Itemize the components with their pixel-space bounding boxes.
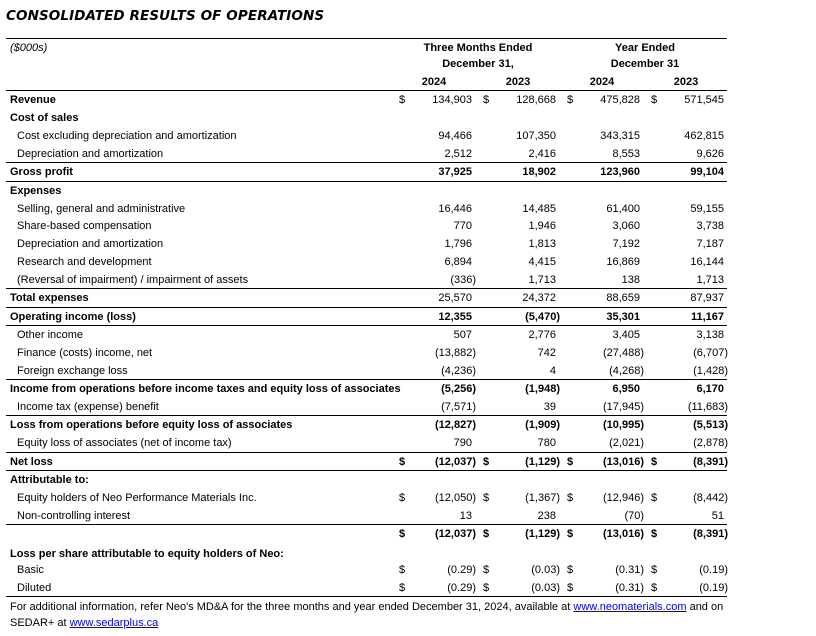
neomaterials-link[interactable]: www.neomaterials.com	[573, 601, 687, 613]
row-label: Diluted	[17, 582, 52, 594]
row-value: 475,828	[600, 94, 640, 106]
row-label: Depreciation and amortization	[17, 148, 164, 160]
table-row	[0, 398, 730, 416]
row-label: Income from operations before income taxes and equity loss of associates	[10, 383, 401, 395]
table-row	[0, 561, 730, 579]
row-value: 138	[621, 274, 640, 286]
currency-symbol: $	[399, 528, 406, 540]
currency-symbol: $	[399, 564, 406, 576]
currency-symbol: $	[483, 492, 490, 504]
row-label: Net loss	[10, 456, 53, 468]
row-value: 12,355	[438, 311, 472, 323]
table-row	[0, 489, 730, 507]
row-value: 4	[549, 365, 556, 377]
row-label: Income tax (expense) benefit	[17, 401, 159, 413]
row-value: 37,925	[438, 166, 472, 178]
row-value: (1,909)	[525, 419, 560, 431]
row-label: (Reversal of impairment) / impairment of assets	[17, 274, 249, 286]
currency-symbol: $	[651, 528, 658, 540]
row-value: 16,869	[606, 256, 640, 268]
row-value: (0.29)	[447, 564, 476, 576]
row-label: Other income	[17, 329, 84, 341]
row-value: 51	[711, 510, 724, 522]
row-value: 24,372	[522, 292, 556, 304]
header-year-ended-date: December 31	[610, 58, 680, 70]
table-row	[0, 163, 730, 181]
row-value: (0.31)	[615, 582, 644, 594]
row-value: (12,037)	[435, 456, 476, 468]
row-label: Revenue	[10, 94, 56, 106]
row-value: 6,170	[696, 383, 724, 395]
header-year-y-2023: 2023	[673, 76, 699, 88]
row-value: 88,659	[606, 292, 640, 304]
row-value: 94,466	[438, 130, 472, 142]
row-value: 343,315	[600, 130, 640, 142]
row-value: (7,571)	[441, 401, 476, 413]
currency-symbol: $	[651, 456, 658, 468]
row-value: 507	[453, 329, 472, 341]
row-value: 3,738	[696, 220, 724, 232]
row-value: 16,144	[690, 256, 724, 268]
header-year-y-2024: 2024	[589, 76, 615, 88]
row-value: 18,902	[522, 166, 556, 178]
row-value: 3,138	[696, 329, 724, 341]
row-value: (17,945)	[603, 401, 644, 413]
row-value: 462,815	[684, 130, 724, 142]
currency-symbol: $	[483, 94, 490, 106]
row-value: 61,400	[606, 203, 640, 215]
table-row	[0, 507, 730, 525]
row-value: 2,416	[528, 148, 556, 160]
row-value: (6,707)	[693, 347, 728, 359]
row-label: Gross profit	[10, 166, 73, 178]
header-year-ended: Year Ended	[615, 42, 675, 54]
currency-symbol: $	[651, 94, 658, 106]
footer-text-1-tail: and on	[686, 601, 724, 613]
table-row	[0, 453, 730, 471]
table-row	[0, 579, 730, 597]
row-value: 16,446	[438, 203, 472, 215]
footer-text-1: For additional information, refer Neo's MD&A for the three months and year ended December 31, 2024, available at	[10, 601, 574, 613]
row-label: Total expenses	[10, 292, 89, 304]
header-year-q-2024: 2024	[421, 76, 447, 88]
row-value: 7,192	[612, 238, 640, 250]
row-value: (12,827)	[435, 419, 476, 431]
row-value: 99,104	[690, 166, 724, 178]
row-label: Basic	[17, 564, 44, 576]
row-value: (0.03)	[531, 564, 560, 576]
currency-symbol: $	[399, 94, 406, 106]
row-value: 1,713	[528, 274, 556, 286]
row-value: (13,016)	[603, 456, 644, 468]
currency-symbol: $	[567, 456, 574, 468]
table-row	[0, 344, 730, 362]
row-label: Expenses	[10, 185, 62, 197]
row-value: 238	[537, 510, 556, 522]
table-row	[0, 271, 730, 289]
row-value: 1,946	[528, 220, 556, 232]
row-value: (0.19)	[699, 582, 728, 594]
units-label: ($000s)	[10, 42, 48, 54]
row-value: 39	[543, 401, 556, 413]
row-value: (2,021)	[609, 437, 644, 449]
footer-line-2	[10, 614, 158, 632]
row-value: (1,129)	[525, 528, 560, 540]
row-label: Cost of sales	[10, 112, 79, 124]
row-value: (4,268)	[609, 365, 644, 377]
table-row	[0, 380, 730, 398]
currency-symbol: $	[483, 582, 490, 594]
row-value: 123,960	[600, 166, 640, 178]
currency-symbol: $	[483, 528, 490, 540]
row-value: (0.19)	[699, 564, 728, 576]
row-value: (2,878)	[693, 437, 728, 449]
table-row	[0, 217, 730, 235]
row-value: 742	[537, 347, 556, 359]
row-value: (8,442)	[693, 492, 728, 504]
row-value: 11,167	[690, 311, 724, 323]
table-row	[0, 289, 730, 307]
currency-symbol: $	[399, 582, 406, 594]
row-value: (8,391)	[693, 528, 728, 540]
row-value: 25,570	[438, 292, 472, 304]
table-row	[0, 253, 730, 271]
currency-symbol: $	[651, 582, 658, 594]
row-value: (70)	[624, 510, 644, 522]
row-value: 6,950	[612, 383, 640, 395]
table-row	[0, 182, 730, 200]
row-label: Selling, general and administrative	[17, 203, 186, 215]
currency-symbol: $	[651, 492, 658, 504]
row-label: Foreign exchange loss	[17, 365, 128, 377]
currency-symbol: $	[399, 456, 406, 468]
table-row	[0, 109, 730, 127]
row-label: Finance (costs) income, net	[17, 347, 153, 359]
row-value: 1,813	[528, 238, 556, 250]
row-value: (1,948)	[525, 383, 560, 395]
row-label: Operating income (loss)	[10, 311, 136, 323]
row-label: Equity loss of associates (net of income tax)	[17, 437, 232, 449]
row-value: 3,060	[612, 220, 640, 232]
row-label: Non-controlling interest	[17, 510, 131, 522]
row-label: Attributable to:	[10, 474, 89, 486]
row-value: 790	[453, 437, 472, 449]
currency-symbol: $	[567, 582, 574, 594]
currency-symbol: $	[567, 564, 574, 576]
row-value: (13,882)	[435, 347, 476, 359]
table-row	[0, 308, 730, 326]
row-value: 35,301	[606, 311, 640, 323]
table-row	[0, 326, 730, 344]
row-value: (13,016)	[603, 528, 644, 540]
row-value: (10,995)	[603, 419, 644, 431]
row-label: Equity holders of Neo Performance Materials Inc.	[17, 492, 257, 504]
row-value: (1,428)	[693, 365, 728, 377]
currency-symbol: $	[483, 564, 490, 576]
footer-text-2: SEDAR+ at	[10, 617, 70, 629]
row-value: 770	[453, 220, 472, 232]
row-value: (12,946)	[603, 492, 644, 504]
row-value: 1,796	[444, 238, 472, 250]
row-value: 7,187	[696, 238, 724, 250]
row-value: (336)	[450, 274, 476, 286]
row-value: 107,350	[516, 130, 556, 142]
row-value: 128,668	[516, 94, 556, 106]
row-value: (0.29)	[447, 582, 476, 594]
row-value: (27,488)	[603, 347, 644, 359]
table-row	[0, 235, 730, 253]
row-label: Research and development	[17, 256, 152, 268]
row-value: (1,129)	[525, 456, 560, 468]
row-value: 9,626	[696, 148, 724, 160]
row-value: 13	[459, 510, 472, 522]
row-value: 8,553	[612, 148, 640, 160]
row-value: 14,485	[522, 203, 556, 215]
currency-symbol: $	[567, 528, 574, 540]
row-value: (5,470)	[525, 311, 560, 323]
row-value: 2,776	[528, 329, 556, 341]
header-year-q-2023: 2023	[505, 76, 531, 88]
table-row	[0, 525, 730, 543]
row-label: Loss per share attributable to equity holders of Neo:	[10, 548, 284, 560]
row-value: (12,037)	[435, 528, 476, 540]
row-label: Depreciation and amortization	[17, 238, 164, 250]
currency-symbol: $	[399, 492, 406, 504]
row-value: 134,903	[432, 94, 472, 106]
row-value: 780	[537, 437, 556, 449]
row-value: (11,683)	[687, 401, 728, 413]
row-value: 6,894	[444, 256, 472, 268]
table-row	[0, 91, 730, 109]
row-value: (1,367)	[525, 492, 560, 504]
currency-symbol: $	[567, 492, 574, 504]
row-label: Loss from operations before equity loss of associates	[10, 419, 293, 431]
table-row	[0, 471, 730, 489]
row-value: 1,713	[696, 274, 724, 286]
header-top-rule	[6, 38, 727, 39]
row-value: 4,415	[528, 256, 556, 268]
row-value: (5,513)	[693, 419, 728, 431]
row-value: (8,391)	[693, 456, 728, 468]
currency-symbol: $	[651, 564, 658, 576]
row-value: 87,937	[690, 292, 724, 304]
currency-symbol: $	[567, 94, 574, 106]
table-row	[0, 434, 730, 452]
table-row	[0, 416, 730, 434]
currency-symbol: $	[483, 456, 490, 468]
table-row	[0, 200, 730, 218]
page-title: CONSOLIDATED RESULTS OF OPERATIONS	[6, 8, 325, 24]
row-value: (4,236)	[441, 365, 476, 377]
row-value: (0.03)	[531, 582, 560, 594]
row-value: (0.31)	[615, 564, 644, 576]
row-value: (5,256)	[441, 383, 476, 395]
row-label: Cost excluding depreciation and amortization	[17, 130, 237, 142]
header-three-months-date: December 31,	[442, 58, 514, 70]
table-row	[0, 127, 730, 145]
row-value: (12,050)	[435, 492, 476, 504]
row-value: 59,155	[690, 203, 724, 215]
row-value: 2,512	[444, 148, 472, 160]
row-label: Share-based compensation	[17, 220, 152, 232]
header-three-months: Three Months Ended	[423, 42, 533, 54]
row-value: 571,545	[684, 94, 724, 106]
row-value: 3,405	[612, 329, 640, 341]
sedarplus-link[interactable]: www.sedarplus.ca	[69, 617, 159, 629]
table-row	[0, 145, 730, 163]
table-row	[0, 362, 730, 380]
